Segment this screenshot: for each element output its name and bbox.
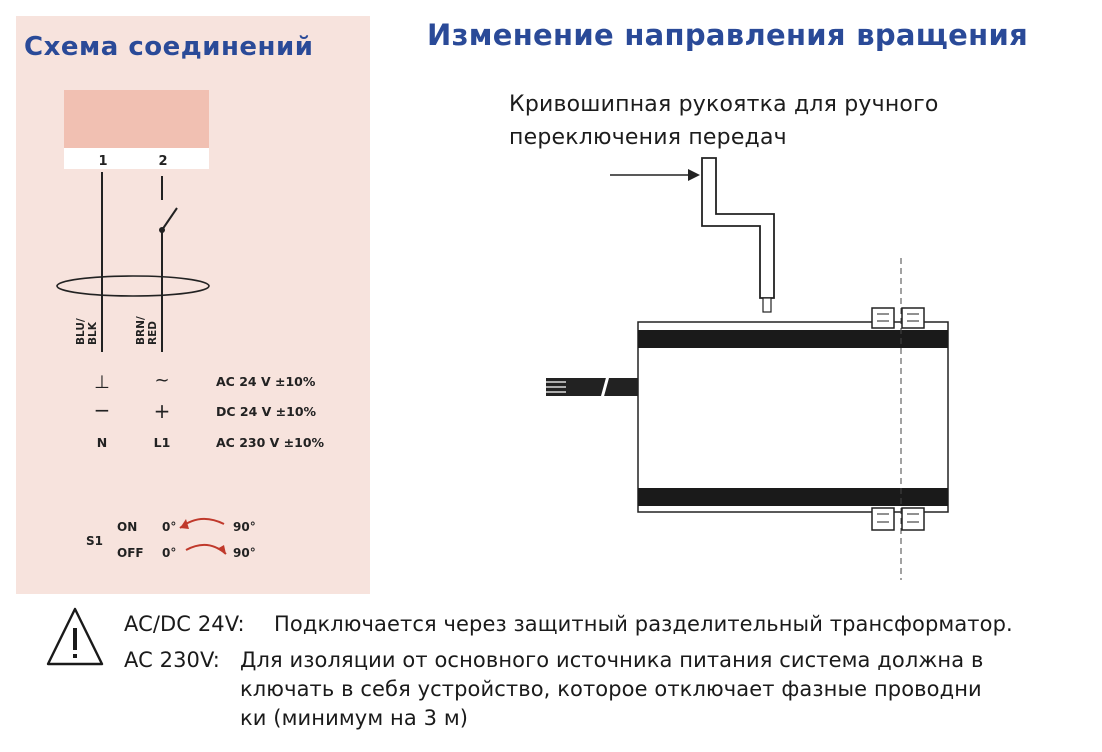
cable-sheath (57, 276, 209, 296)
crank-label-line2: переключения передач (509, 125, 787, 150)
crank-handle (702, 158, 774, 298)
actuator-drawing (520, 150, 980, 590)
note-2-line1: Для изоляции от основного источника питания система должна в (240, 648, 984, 672)
supply-row-2-left: − (93, 398, 111, 422)
note-1-line1: Подключается через защитный разделительный трансформатор. (274, 612, 1013, 636)
supply-row-1-right: ~ (154, 370, 170, 391)
supply-row-3-right: L1 (153, 435, 171, 450)
supply-row-2-spec: DC 24 V ±10% (216, 404, 317, 419)
supply-row-3-spec: AC 230 V ±10% (216, 435, 325, 450)
supply-row-1-spec: AC 24 V ±10% (216, 374, 316, 389)
terminal-2-label: 2 (158, 154, 168, 169)
supply-row-3-left: N (96, 435, 108, 450)
crank-tip (763, 298, 771, 312)
terminal-strip (64, 148, 209, 169)
crank-label-line1: Кривошипная рукоятка для ручного (509, 92, 939, 117)
crank-pointer-arrowhead (688, 169, 700, 181)
wire-1-color-line1: BLU/ (75, 318, 87, 345)
note-2-label: AC 230V: (124, 648, 220, 672)
switch-on-from: 0° (162, 520, 177, 534)
wire-1-color-label (75, 318, 99, 345)
wire-1-color-line2: BLK (87, 322, 99, 345)
note-2-line2: ключать в себя устройство, которое отключает фазные проводни (240, 677, 982, 701)
actuator-block (64, 90, 209, 148)
connection-scheme-title: Схема соединений (24, 32, 314, 62)
switch-off-label: OFF (117, 546, 144, 560)
switch-off-from: 0° (162, 546, 177, 560)
wire-2-color-line1: BRN/ (135, 316, 147, 345)
wire-2-color-line2: RED (147, 321, 159, 345)
note-2-line3: ки (минимум на 3 м) (240, 706, 469, 730)
switch-contact (162, 208, 177, 230)
wire-2-color-label (135, 316, 159, 345)
switch-off-arrowhead (217, 545, 226, 554)
supply-row-2-right: + (153, 399, 171, 423)
note-1-label: AC/DC 24V: (124, 612, 245, 636)
switch-name: S1 (86, 534, 103, 548)
warning-triangle-icon (44, 604, 106, 670)
rotation-change-title: Изменение направления вращения (427, 18, 1029, 52)
wiring-diagram (16, 16, 370, 594)
switch-on-label: ON (117, 520, 138, 534)
switch-on-to: 90° (233, 520, 256, 534)
terminal-1-label: 1 (98, 154, 108, 169)
switch-off-to: 90° (233, 546, 256, 560)
supply-row-1-left: ⊥ (94, 372, 110, 393)
